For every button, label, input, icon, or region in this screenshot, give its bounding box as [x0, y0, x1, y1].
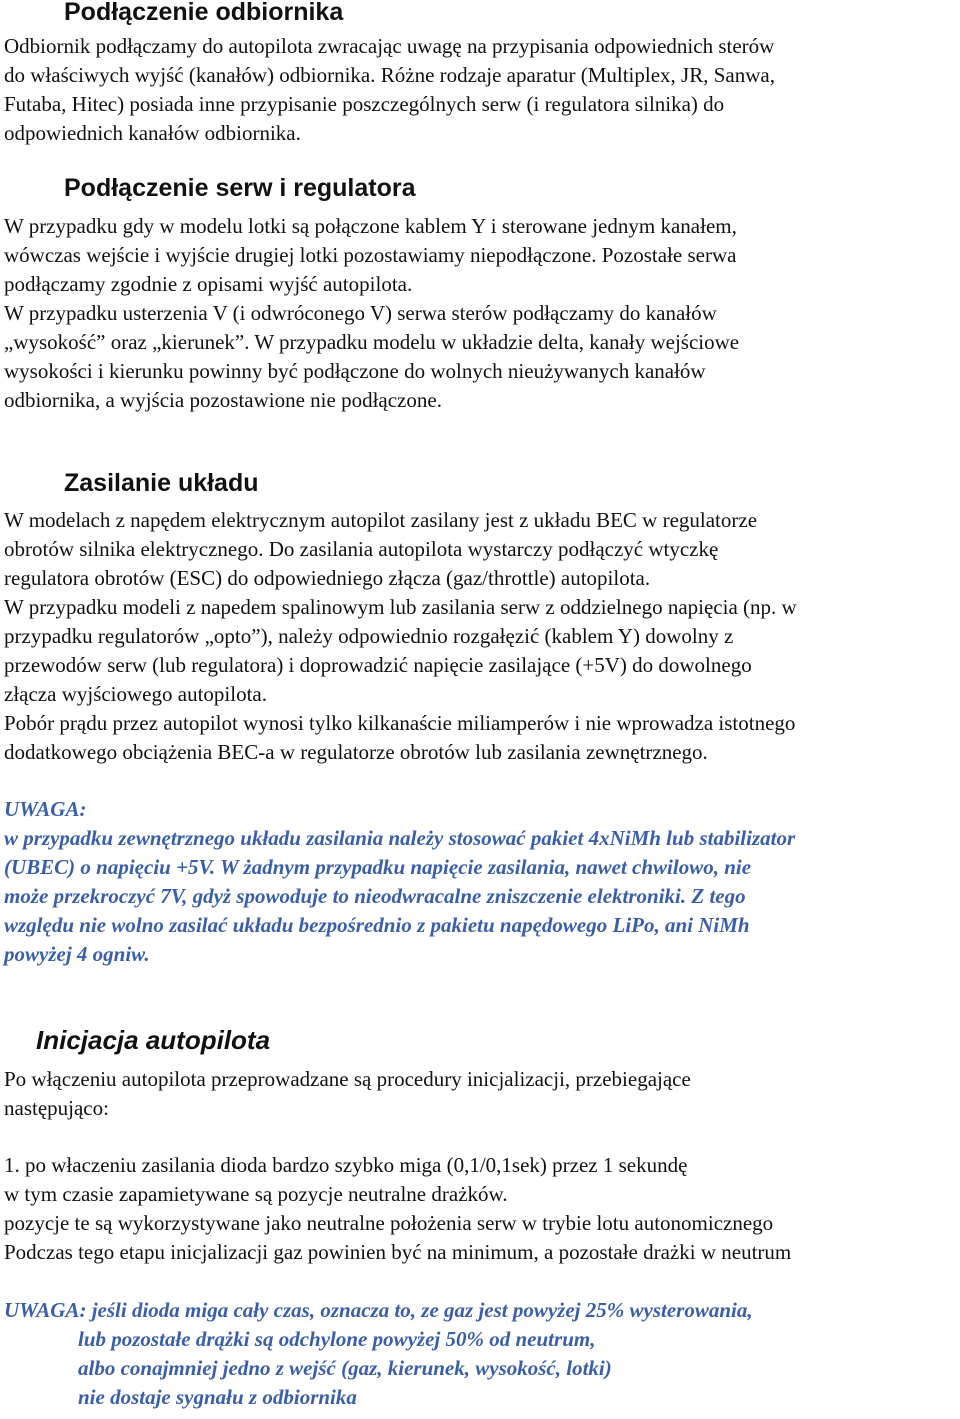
text-line: regulatora obrotów (ESC) do odpowiedniego złącza (gaz/throttle) autopilota.: [4, 566, 651, 590]
warning-line: w przypadku zewnętrznego układu zasilania należy stosować pakiet 4xNiMh lub stabilizator: [4, 826, 796, 850]
paragraph-inicjacja-steps: [4, 1151, 791, 1267]
warning-init: [4, 1296, 753, 1412]
text-line: W modelach z napędem elektrycznym autopilot zasilany jest z układu BEC w regulatorze: [4, 508, 758, 532]
warning-line: UWAGA: jeśli dioda miga cały czas, oznacza to, ze gaz jest powyżej 25% wysterowania,: [4, 1298, 753, 1322]
text-line: pozycje te są wykorzystywane jako neutralne położenia serw w trybie lotu autonomicznego: [4, 1211, 774, 1235]
warning-line: powyżej 4 ogniw.: [4, 942, 150, 966]
warning-power: [4, 795, 795, 969]
warning-line: lub pozostałe drążki są odchylone powyżej 50% od neutrum,: [78, 1327, 596, 1351]
paragraph-serwa: [4, 212, 739, 415]
text-line: W przypadku modeli z napedem spalinowym lub zasilania serw z oddzielnego napięcia (np. w: [4, 595, 797, 619]
heading-inicjacja: Inicjacja autopilota: [36, 1025, 271, 1055]
text-line: W przypadku gdy w modelu lotki są połączone kablem Y i sterowane jednym kanałem,: [4, 214, 737, 238]
text-line: podłączamy zgodnie z opisami wyjść autopilota.: [4, 272, 413, 296]
paragraph-inicjacja-intro: [4, 1065, 691, 1123]
warning-line: albo conajmniej jedno z wejść (gaz, kierunek, wysokość, lotki): [78, 1356, 612, 1380]
text-line: Po włączeniu autopilota przeprowadzane są procedury inicjalizacji, przebiegające: [4, 1067, 691, 1091]
warning-line: (UBEC) o napięciu +5V. W żadnym przypadku napięcie zasilania, nawet chwilowo, nie: [4, 855, 752, 879]
warning-line: względu nie wolno zasilać układu bezpośrednio z pakietu napędowego LiPo, ani NiMh: [4, 913, 750, 937]
text-line: Odbiornik podłączamy do autopilota zwracając uwagę na przypisania odpowiednich sterów: [4, 34, 775, 58]
text-line: w tym czasie zapamietywane są pozycje neutralne drażków.: [4, 1182, 508, 1206]
text-line: Podczas tego etapu inicjalizacji gaz powinien być na minimum, a pozostałe drażki w neutrum: [4, 1240, 792, 1264]
text-line: obrotów silnika elektrycznego. Do zasilania autopilota wystarczy podłączyć wtyczkę: [4, 537, 719, 561]
text-line: przewodów serw (lub regulatora) i doprowadzić napięcie zasilające (+5V) do dowolnego: [4, 653, 752, 677]
warning-line: nie dostaje sygnału z odbiornika: [78, 1385, 357, 1409]
text-line: wówczas wejście i wyjście drugiej lotki pozostawiamy niepodłączone. Pozostałe serwa: [4, 243, 737, 267]
heading-podlaczenie-odbiornika: Podłączenie odbiornika: [64, 0, 344, 26]
text-line: Futaba, Hitec) posiada inne przypisanie poszczególnych serw (i regulatora silnika) do: [4, 92, 725, 116]
text-line: W przypadku usterzenia V (i odwróconego V) serwa sterów podłączamy do kanałów: [4, 301, 717, 325]
warning-label: UWAGA:: [4, 797, 87, 821]
heading-podlaczenie-serw: Podłączenie serw i regulatora: [64, 174, 416, 202]
warning-line: może przekroczyć 7V, gdyż spowoduje to nieodwracalne zniszczenie elektroniki. Z tego: [4, 884, 746, 908]
text-line: odpowiednich kanałów odbiornika.: [4, 121, 301, 145]
text-line: dodatkowego obciążenia BEC-a w regulatorze obrotów lub zasilania zewnętrznego.: [4, 740, 708, 764]
text-line: „wysokość” oraz „kierunek”. W przypadku modelu w układzie delta, kanały wejściowe: [4, 330, 740, 354]
paragraph-zasilanie: [4, 506, 797, 767]
paragraph-odbiornik: [4, 32, 775, 148]
text-line: Pobór prądu przez autopilot wynosi tylko kilkanaście miliamperów i nie wprowadza istotnego: [4, 711, 796, 735]
text-line: 1. po właczeniu zasilania dioda bardzo szybko miga (0,1/0,1sek) przez 1 sekundę: [4, 1153, 688, 1177]
text-line: do właściwych wyjść (kanałów) odbiornika. Różne rodzaje aparatur (Multiplex, JR, Sanwa,: [4, 63, 775, 87]
text-line: wysokości i kierunku powinny być podłączone do wolnych nieużywanych kanałów: [4, 359, 706, 383]
text-line: odbiornika, a wyjścia pozostawione nie podłączone.: [4, 388, 442, 412]
text-line: złącza wyjściowego autopilota.: [4, 682, 267, 706]
text-line: następująco:: [4, 1096, 109, 1120]
text-line: przypadku regulatorów „opto”), należy odpowiednio rozgałęzić (kablem Y) dowolny z: [4, 624, 734, 648]
heading-zasilanie: Zasilanie układu: [64, 469, 259, 497]
